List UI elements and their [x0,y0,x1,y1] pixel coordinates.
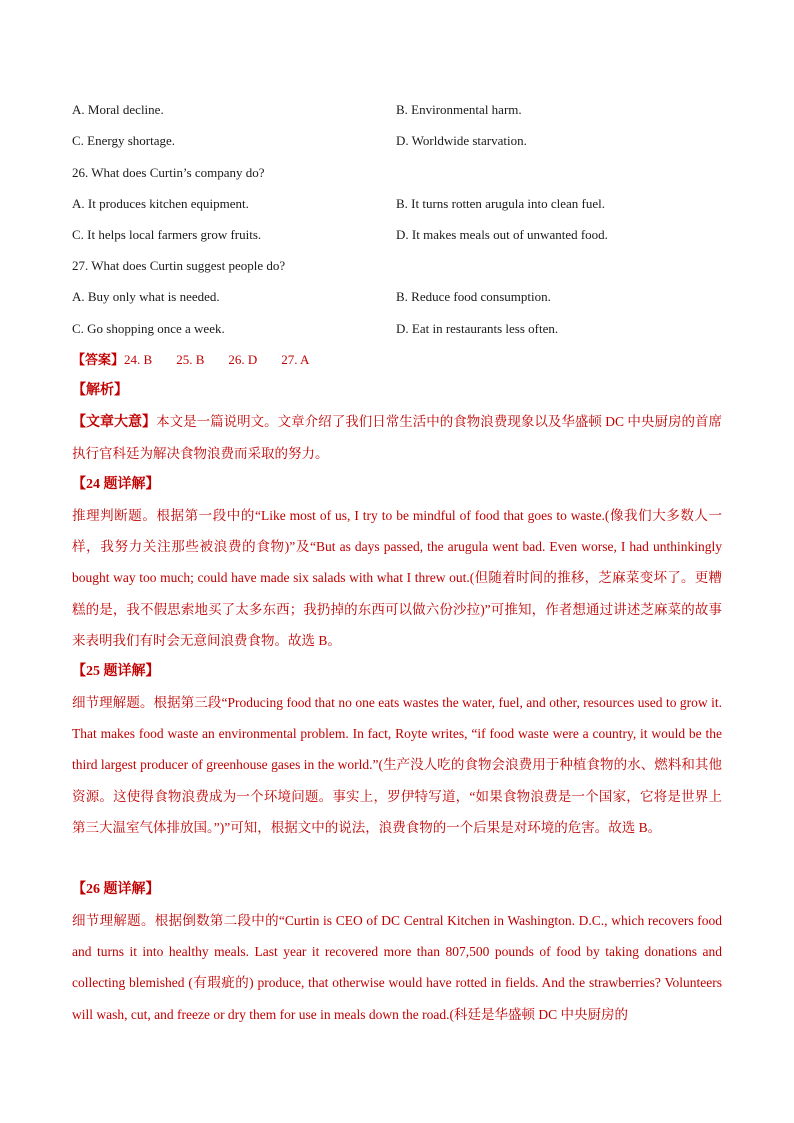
q25-detail-heading: 【25 题详解】 [72,664,160,679]
q24-detail-heading: 【24 题详解】 [72,477,160,492]
q25-options-row-2 [72,131,722,151]
q26-options-row-1 [72,194,722,214]
answer-24: 24. B [124,352,153,367]
summary-paragraph [72,406,722,469]
q27-stem: 27. What does Curtin suggest people do? [72,258,286,273]
q27-option-b: B. Reduce food consumption. [396,289,551,304]
answer-label: 【答案】 [72,352,125,367]
q26-option-c: C. It helps local farmers grow fruits. [72,227,262,242]
q25-option-d: D. Worldwide starvation. [396,133,527,148]
answer-key-row [72,350,722,370]
answer-25: 25. B [176,352,205,367]
summary-text: 本文是一篇说明文。文章介绍了我们日常生活中的食物浪费现象以及华盛顿 DC 中央厨房的首席执行官科廷为解决食物浪费而采取的努力。 [72,414,722,462]
q26-stem: 26. What does Curtin’s company do? [72,165,265,180]
q27-options-row-1 [72,287,722,307]
q26-option-d: D. It makes meals out of unwanted food. [396,227,608,242]
q26-detail-text: 细节理解题。根据倒数第二段中的“Curtin is CEO of DC Central Kitchen in Washington. D.C., which recovers food and turns it into healthy meals. Last year it recovered more than 807,500 pounds of food by taking donations and collecting blemished (有瑕疵的) produce, that otherwise would have rotted in fields. And the strawberries? Volunteers will wash, cut, and freeze or dry them for use in meals down the road.(科廷是华盛顿 DC 中央厨房的 [72,913,722,1022]
q25-option-a: A. Moral decline. [72,102,164,117]
q27-option-a: A. Buy only what is needed. [72,289,220,304]
summary-label: 【文章大意】 [72,415,157,430]
answer-26: 26. D [228,352,258,367]
answer-27: 27. A [281,352,310,367]
q26-option-b: B. It turns rotten arugula into clean fuel. [396,196,606,211]
q27-option-c: C. Go shopping once a week. [72,321,225,336]
q27-options-row-2 [72,319,722,339]
q25-detail-text: 细节理解题。根据第三段“Producing food that no one eats wastes the water, fuel, and other, resources used to grow it. That makes food waste an environmental problem. In fact, Royte writes, “if food waste were a country, it would be the third largest producer of greenhouse gases in the world.”(生产没人吃的食物会浪费用于种植食物的水、燃料和其他资源。这使得食物浪费成为一个环境问题。事实上，罗伊特写道，“如果食物浪费是一个国家，它将是世界上第三大温室气体排放国。”)”可知，根据文中的说法，浪费食物的一个后果是对环境的危害。故选 B。 [72,695,722,835]
q26-detail-heading: 【26 题详解】 [72,882,160,897]
q25-options-row-1 [72,100,722,120]
q26-options-row-2 [72,225,722,245]
q25-option-b: B. Environmental harm. [396,102,522,117]
analysis-heading: 【解析】 [72,383,128,398]
q26-option-a: A. It produces kitchen equipment. [72,196,249,211]
q24-detail-text: 推理判断题。根据第一段中的“Like most of us, I try to be mindful of food that goes to waste.(像我们大多数人一样，我努力关注那些被浪费的食物)”及“But as days passed, the arugula went bad. Even worse, I had unthinkingly bought way too much; could have made six salads with what I threw out.(但随着时间的推移，芝麻菜变坏了。更糟糕的是，我不假思索地买了太多东西；我扔掉的东西可以做六份沙拉)”可推知，作者想通过讲述芝麻菜的故事来表明我们有时会无意间浪费食物。故选 B。 [72,508,722,648]
q25-option-c: C. Energy shortage. [72,133,176,148]
q27-option-d: D. Eat in restaurants less often. [396,321,559,336]
